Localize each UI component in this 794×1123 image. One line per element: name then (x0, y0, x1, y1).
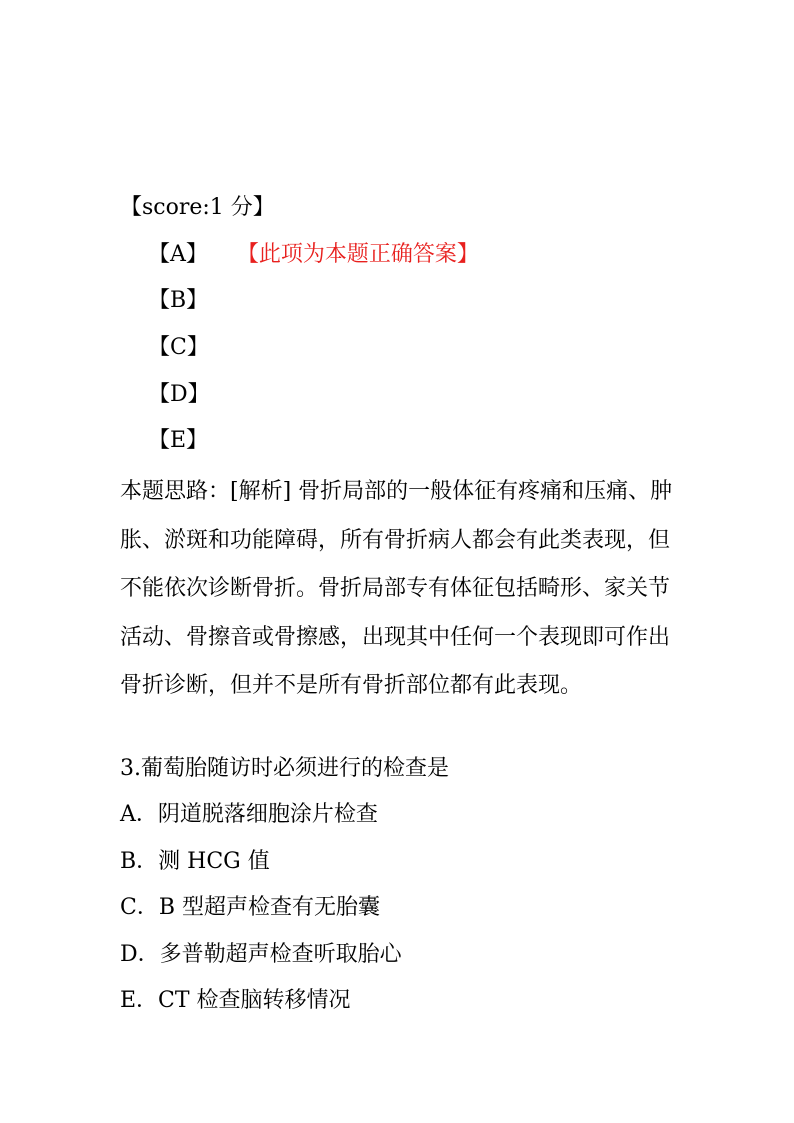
option-label: 【E】 (148, 428, 209, 453)
correct-answer-note: 【此项为本题正确答案】 (247, 242, 479, 267)
option-b (148, 286, 208, 316)
choice-a: A．阴道脱落细胞涂片检查 (120, 802, 378, 827)
option-a (148, 240, 479, 270)
option-label: 【C】 (148, 335, 209, 360)
option-label: 【B】 (148, 288, 209, 313)
option-label: 【A】 (148, 242, 208, 267)
choice-c: C．B 型超声检查有无胎囊 (120, 895, 380, 920)
option-d (148, 380, 210, 410)
choice-b: B．测 HCG 值 (120, 849, 270, 874)
option-e (148, 426, 208, 456)
question-text: 3.葡萄胎随访时必须进行的检查是 (120, 756, 449, 781)
choice-e: E．CT 检查脑转移情况 (120, 988, 351, 1013)
explanation-paragraph: 本题思路：[解析] 骨折局部的一般体征有疼痛和压痛、肿胀、淤斑和功能障碍，所有骨折病人都会有此类表现，但不能依次诊断骨折。骨折局部专有体征包括畸形、家关节活动、骨擦音或骨擦感，出现其中任何一个表现即可作出骨折诊断，但并不是所有骨折部位都有此表现。 (120, 479, 673, 698)
option-label: 【D】 (148, 382, 210, 407)
option-c (148, 333, 209, 363)
score-line: 【score:1 分】 (120, 195, 275, 220)
choice-d: D．多普勒超声检查听取胎心 (120, 942, 402, 967)
